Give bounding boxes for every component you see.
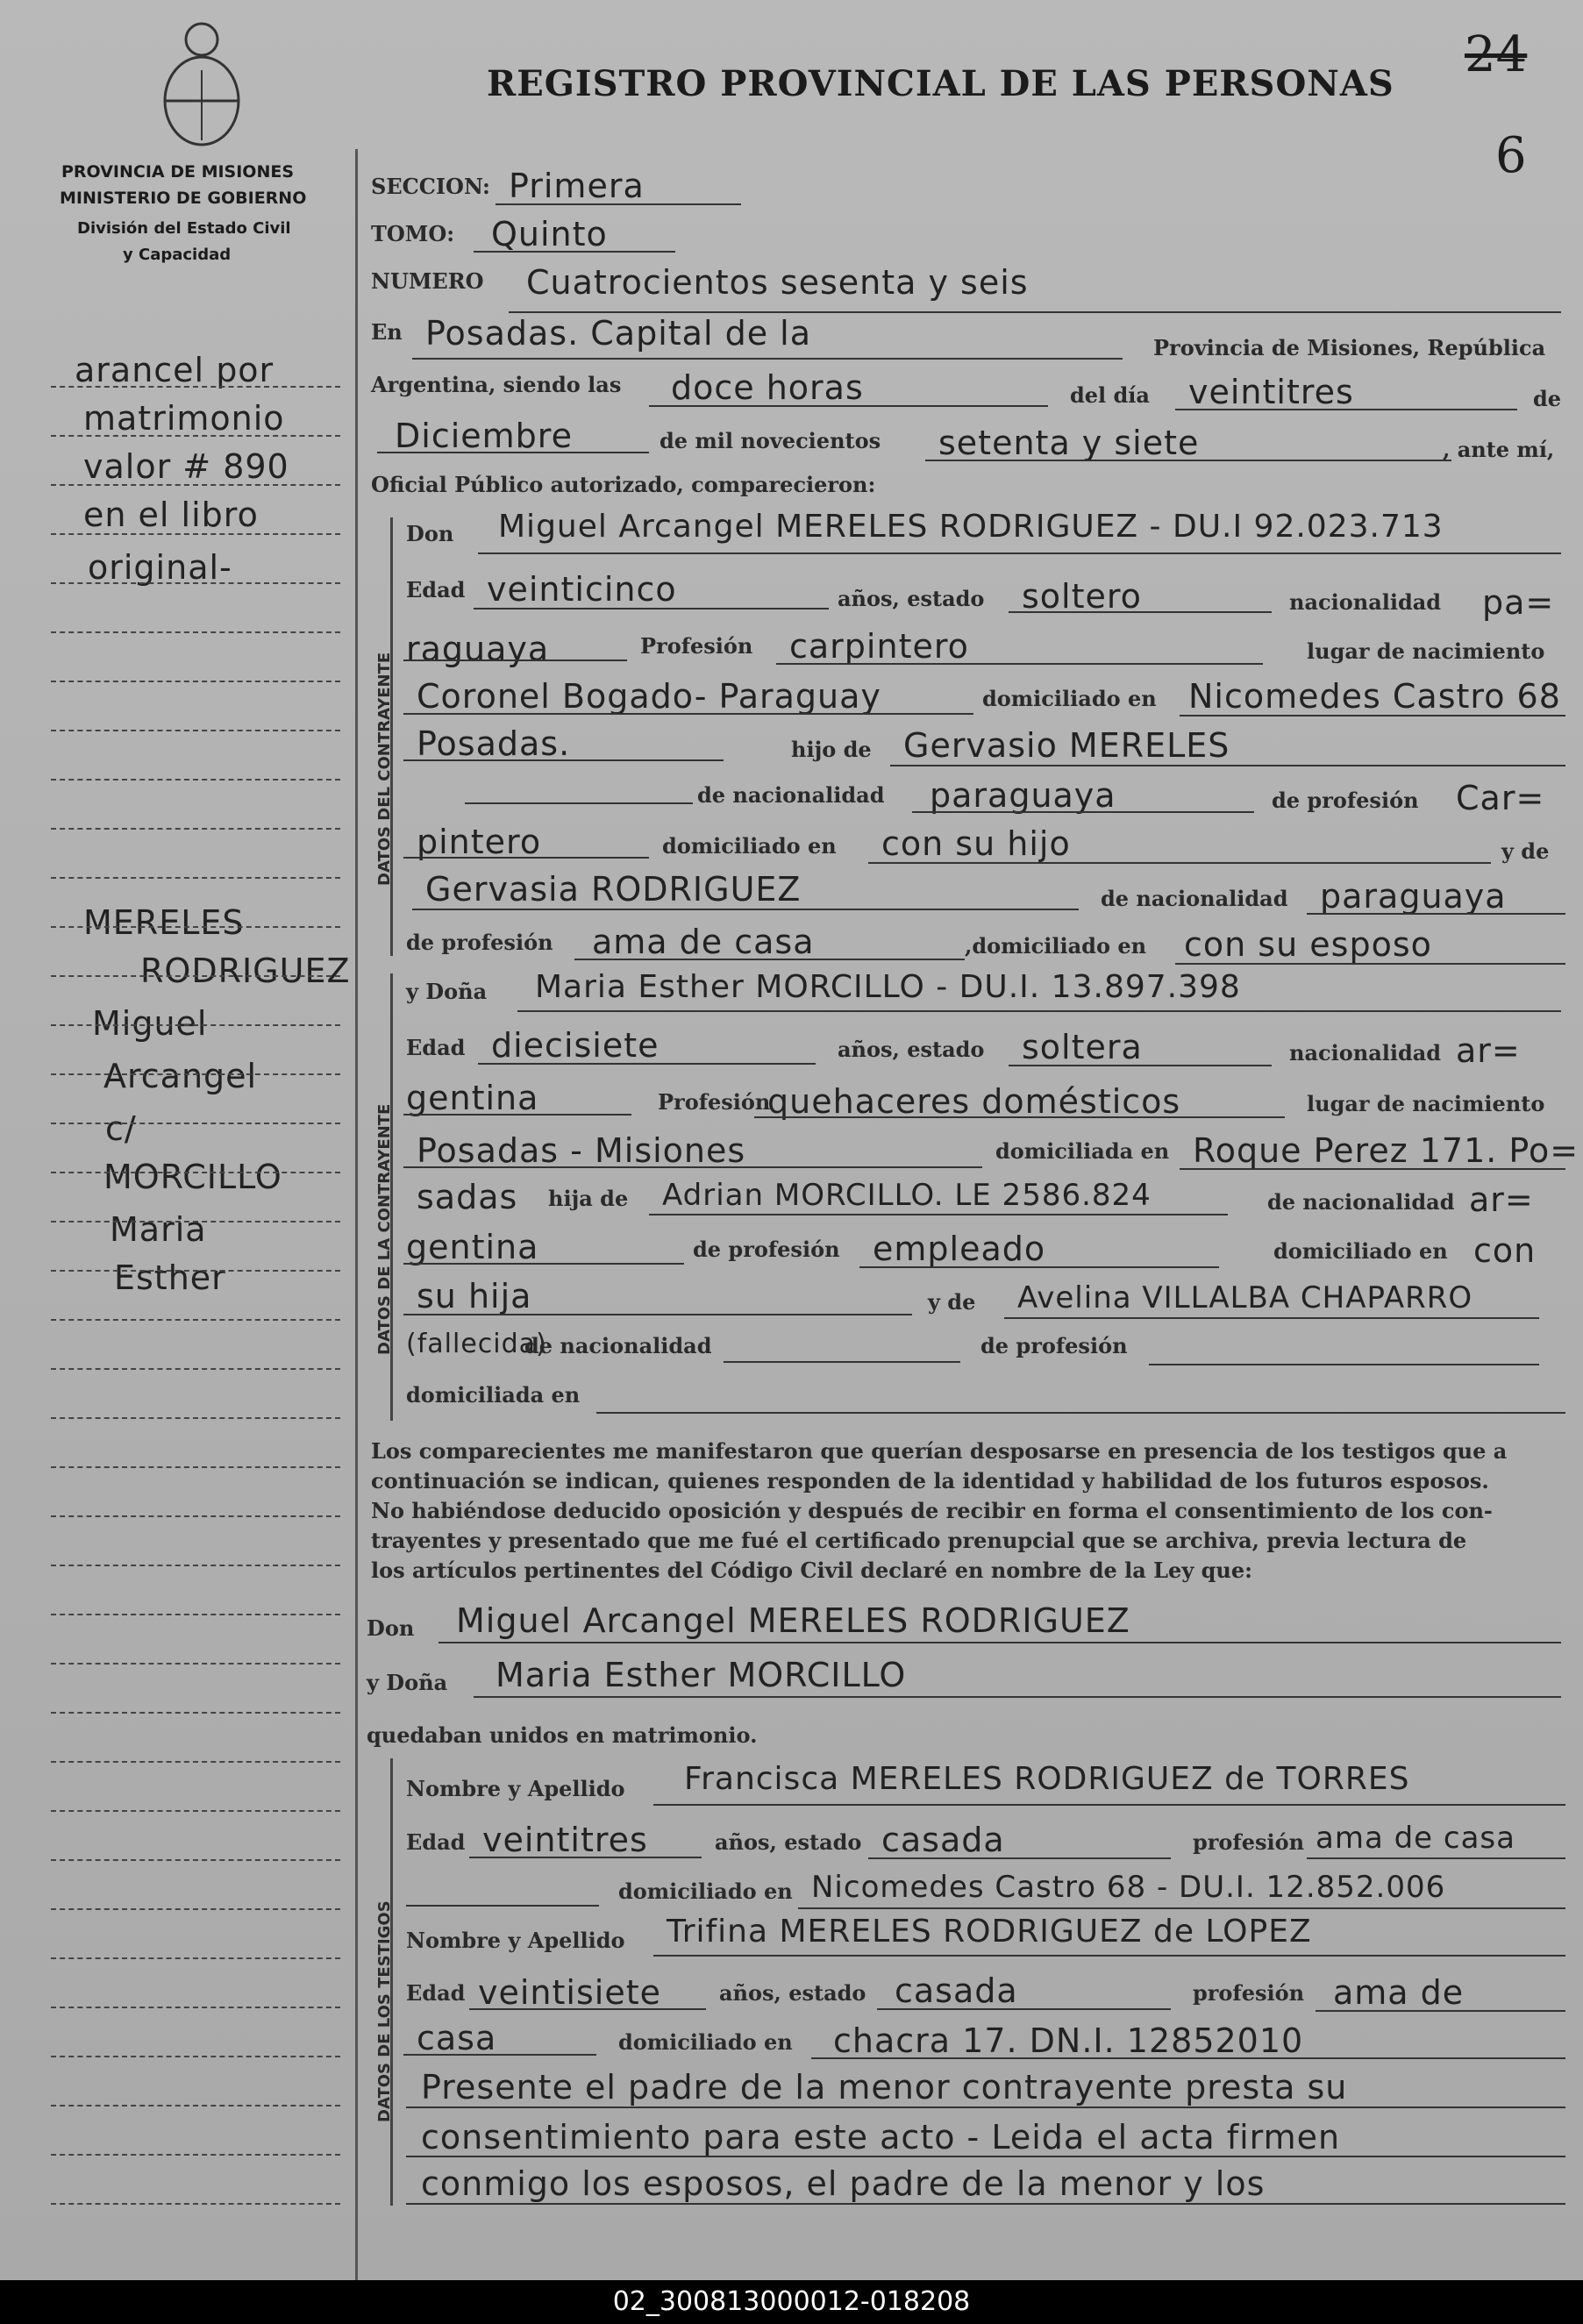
line bbox=[403, 1263, 684, 1265]
numero-label: NUMERO bbox=[371, 268, 484, 294]
line bbox=[403, 1114, 631, 1116]
declaration-line: No habiéndose deducido oposición y después de recibir en forma el consentimiento de los con- bbox=[371, 1498, 1493, 1523]
anios-estado-label: años, estado bbox=[838, 1037, 985, 1062]
line bbox=[596, 1412, 1565, 1414]
numero-line bbox=[509, 311, 1561, 313]
margin-rule bbox=[51, 1712, 340, 1714]
folio-struck: 24 bbox=[1465, 26, 1528, 83]
line bbox=[1307, 913, 1565, 915]
tomo-label: TOMO: bbox=[371, 221, 455, 246]
line bbox=[649, 1214, 1228, 1215]
padre-nacionalidad-2: gentina bbox=[406, 1228, 539, 1266]
padre-domicilio: con su hijo bbox=[881, 824, 1071, 863]
profesion-label: profesión bbox=[1193, 1980, 1305, 2006]
margin-rule bbox=[51, 1221, 340, 1223]
margin-note-line: valor # 890 bbox=[83, 447, 289, 486]
margin-rule bbox=[51, 1123, 340, 1124]
margin-note-line: MORCILLO bbox=[103, 1158, 282, 1196]
lugar-nac-value: Coronel Bogado- Paraguay bbox=[417, 677, 881, 716]
padre-name: Adrian MORCILLO. LE 2586.824 bbox=[662, 1178, 1152, 1213]
anios-estado-label: años, estado bbox=[838, 586, 985, 611]
nombre-apellido-label: Nombre y Apellido bbox=[406, 1928, 625, 1953]
seccion-line bbox=[496, 203, 741, 205]
ante-mi-label: , ante mí, bbox=[1443, 437, 1555, 462]
de-mil-label: de mil novecientos bbox=[660, 428, 881, 453]
margin-rule bbox=[51, 779, 340, 781]
provincia-text: Provincia de Misiones, República bbox=[1153, 335, 1546, 360]
margin-rule bbox=[51, 1859, 340, 1861]
line bbox=[469, 1857, 702, 1858]
declaration-line: continuación se indican, quienes responden de la identidad y habilidad de los futuros esposos. bbox=[371, 1468, 1489, 1493]
line bbox=[868, 1857, 1171, 1859]
testigo1-edad: veintitres bbox=[482, 1821, 648, 1859]
en-label: En bbox=[371, 319, 403, 345]
line bbox=[776, 663, 1263, 665]
margin-note-line: MERELES bbox=[83, 903, 245, 942]
estado-value: soltera bbox=[1022, 1028, 1143, 1066]
margin-rule bbox=[51, 2007, 340, 2008]
line bbox=[1175, 963, 1565, 965]
margin-rule bbox=[51, 1368, 340, 1370]
margin-note-line: c/ bbox=[105, 1109, 137, 1148]
numero-value: Cuatrocientos sesenta y seis bbox=[526, 263, 1029, 302]
margin-rule bbox=[51, 631, 340, 633]
margin-rule bbox=[51, 1172, 340, 1173]
padre-nacionalidad: paraguaya bbox=[930, 776, 1116, 815]
madre-domicilio: con su esposo bbox=[1184, 925, 1432, 964]
anios-estado-label: años, estado bbox=[715, 1829, 862, 1855]
dia-value: veintitres bbox=[1188, 373, 1354, 411]
side-label-testigos: DATOS DE LOS TESTIGOS bbox=[375, 1900, 394, 2122]
padre-domicilio-label: domiciliado en bbox=[1273, 1238, 1448, 1264]
line bbox=[465, 802, 693, 804]
line bbox=[890, 765, 1565, 766]
profesion-value: carpintero bbox=[789, 627, 969, 666]
don-label: Don bbox=[367, 1615, 415, 1641]
consent-note-line: Presente el padre de la menor contrayente presta su bbox=[421, 2068, 1348, 2107]
testigo2-estado: casada bbox=[895, 1971, 1018, 2010]
profesion-value: quehaceres domésticos bbox=[767, 1082, 1181, 1121]
del-dia-label: del día bbox=[1070, 382, 1150, 408]
line bbox=[912, 811, 1254, 813]
margin-rule bbox=[51, 1466, 340, 1468]
line bbox=[859, 1266, 1219, 1268]
side-label-contrayente: DATOS DEL CONTRAYENTE bbox=[375, 652, 394, 886]
line bbox=[517, 1010, 1561, 1012]
edad-label: Edad bbox=[406, 1980, 466, 2006]
column-divider bbox=[355, 149, 358, 2280]
margin-rule bbox=[51, 1761, 340, 1763]
line bbox=[653, 1955, 1565, 1957]
anio-line bbox=[925, 460, 1451, 461]
nacionalidad-value-2: gentina bbox=[406, 1079, 539, 1117]
margin-rule bbox=[51, 2056, 340, 2057]
margin-note-line: Miguel bbox=[92, 1004, 208, 1043]
margin-rule bbox=[51, 681, 340, 682]
line bbox=[474, 608, 829, 610]
nombre-apellido-label: Nombre y Apellido bbox=[406, 1776, 625, 1801]
line bbox=[798, 1907, 1565, 1909]
side-label-contrayente-f: DATOS DE LA CONTRAYENTE bbox=[375, 1103, 394, 1355]
margin-rule bbox=[51, 2154, 340, 2156]
line bbox=[754, 1116, 1285, 1118]
line bbox=[403, 759, 724, 761]
hijo-de-label: hijo de bbox=[791, 737, 872, 762]
line bbox=[1149, 1364, 1539, 1365]
contrayente-f-name: Maria Esther MORCILLO - DU.I. 13.897.398 bbox=[535, 969, 1241, 1005]
line bbox=[724, 1361, 960, 1363]
consent-note-line: consentimiento para este acto - Leida el acta firmen bbox=[421, 2118, 1341, 2156]
lugar-nac-value: Posadas - Misiones bbox=[417, 1131, 746, 1170]
declared-bride: Maria Esther MORCILLO bbox=[496, 1656, 907, 1694]
margin-rule bbox=[51, 926, 340, 928]
oficial-text: Oficial Público autorizado, comparecieron: bbox=[371, 472, 876, 497]
folio-number: 6 bbox=[1495, 127, 1527, 184]
domicilio-value: Roque Perez 171. Po= bbox=[1193, 1131, 1579, 1170]
lugar-nac-label: lugar de nacimiento bbox=[1307, 638, 1545, 664]
nacionalidad-label: nacionalidad bbox=[1289, 1040, 1442, 1066]
don-label: Don bbox=[406, 521, 454, 546]
margin-rule bbox=[51, 2105, 340, 2107]
line bbox=[811, 2057, 1565, 2059]
seccion-value: Primera bbox=[509, 167, 645, 205]
mes-value: Diciembre bbox=[395, 417, 573, 455]
line bbox=[1307, 1857, 1565, 1859]
madre-name: Avelina VILLALBA CHAPARRO bbox=[1017, 1280, 1473, 1315]
hora-line bbox=[649, 405, 1048, 407]
testigo1-name: Francisca MERELES RODRIGUEZ de TORRES bbox=[684, 1761, 1410, 1797]
nacionalidad-value-2: raguaya bbox=[406, 630, 550, 668]
testigo1-domicilio: Nicomedes Castro 68 - DU.I. 12.852.006 bbox=[811, 1870, 1446, 1905]
line bbox=[403, 1314, 912, 1315]
profesion-label: Profesión bbox=[640, 633, 753, 659]
line bbox=[1009, 611, 1272, 613]
nacionalidad-label: nacionalidad bbox=[1289, 589, 1442, 615]
margin-rule bbox=[51, 730, 340, 731]
margin-rule bbox=[51, 1515, 340, 1517]
padre-domicilio: con bbox=[1473, 1231, 1537, 1270]
margin-rule bbox=[51, 1270, 340, 1272]
dona-label: y Doña bbox=[367, 1670, 448, 1695]
padre-nacionalidad-label: de nacionalidad bbox=[1267, 1189, 1455, 1215]
madre-domicilio-label: domiciliada en bbox=[406, 1382, 581, 1408]
padre-profesion-2: pintero bbox=[417, 823, 542, 861]
line bbox=[403, 659, 627, 661]
domicilio-label: domiciliado en bbox=[618, 1878, 793, 1904]
testigo2-edad: veintisiete bbox=[478, 1973, 661, 2012]
line bbox=[868, 862, 1491, 864]
line bbox=[403, 713, 973, 715]
margin-rule bbox=[51, 1957, 340, 1959]
margin-note-line: matrimonio bbox=[83, 399, 285, 438]
madre-estado: (fallecida) bbox=[406, 1329, 547, 1359]
line bbox=[406, 2156, 1565, 2157]
line bbox=[1009, 1065, 1272, 1066]
estado-value: soltero bbox=[1022, 577, 1142, 616]
testigo2-profesion-2: casa bbox=[417, 2019, 497, 2057]
margin-rule bbox=[51, 1565, 340, 1566]
padre-name: Gervasio MERELES bbox=[903, 726, 1230, 765]
tomo-line bbox=[474, 251, 675, 253]
edad-label: Edad bbox=[406, 1035, 466, 1060]
margin-rule bbox=[51, 1319, 340, 1321]
margin-rule bbox=[51, 1908, 340, 1910]
domicilio-label: domiciliada en bbox=[995, 1138, 1170, 1164]
line bbox=[403, 857, 649, 859]
margin-note-line: original- bbox=[88, 548, 232, 587]
padre-nacionalidad: ar= bbox=[1469, 1180, 1534, 1219]
padre-profesion-label: de profesión bbox=[1272, 788, 1419, 813]
line bbox=[653, 1804, 1565, 1806]
padre-domicilio-label: domiciliado en bbox=[662, 833, 837, 859]
line bbox=[406, 1905, 599, 1907]
anio-value: setenta y siete bbox=[938, 424, 1200, 462]
testigo2-profesion: ama de bbox=[1333, 1973, 1465, 2012]
madre-profesion-label: de profesión bbox=[406, 930, 553, 955]
lugar-nac-label: lugar de nacimiento bbox=[1307, 1091, 1545, 1116]
margin-rule bbox=[51, 582, 340, 584]
margin-rule bbox=[51, 2203, 340, 2205]
division-name-2: y Capacidad bbox=[123, 246, 232, 264]
y-de-label: y de bbox=[928, 1289, 976, 1315]
line bbox=[478, 552, 1561, 554]
line bbox=[406, 2203, 1565, 2205]
lugar-line bbox=[412, 358, 1123, 360]
tomo-value: Quinto bbox=[491, 215, 608, 253]
margin-rule bbox=[51, 435, 340, 437]
margin-note-line: RODRIGUEZ bbox=[140, 952, 351, 990]
hora-value: doce horas bbox=[671, 368, 864, 407]
madre-nacionalidad: paraguaya bbox=[1320, 877, 1507, 916]
margin-rule bbox=[51, 484, 340, 486]
testigo2-name: Trifina MERELES RODRIGUEZ de LOPEZ bbox=[667, 1914, 1312, 1950]
line bbox=[439, 1642, 1561, 1643]
line bbox=[1004, 1317, 1539, 1319]
testigo2-domicilio: chacra 17. DN.I. 12852010 bbox=[833, 2021, 1304, 2060]
seccion-label: SECCION: bbox=[371, 174, 490, 199]
profesion-label: Profesión bbox=[658, 1089, 771, 1115]
margin-rule bbox=[51, 1417, 340, 1419]
padre-profesion: empleado bbox=[873, 1230, 1046, 1268]
margin-rule bbox=[51, 1024, 340, 1026]
line bbox=[574, 959, 965, 960]
testigo1-estado: casada bbox=[881, 1821, 1005, 1859]
line bbox=[877, 2008, 1171, 2010]
edad-value: veinticinco bbox=[487, 570, 677, 609]
nacionalidad-value: pa= bbox=[1482, 583, 1555, 622]
dia-line bbox=[1175, 409, 1517, 410]
line bbox=[474, 1696, 1561, 1698]
line bbox=[478, 1063, 816, 1065]
line bbox=[412, 909, 1079, 910]
margin-rule bbox=[51, 975, 340, 977]
madre-nacionalidad-label: de nacionalidad bbox=[1101, 886, 1288, 911]
line bbox=[469, 2008, 706, 2010]
line bbox=[406, 2107, 1565, 2108]
padre-profesion-label: de profesión bbox=[693, 1237, 840, 1262]
line bbox=[403, 1166, 982, 1168]
margin-rule bbox=[51, 1614, 340, 1615]
ministry-name: MINISTERIO DE GOBIERNO bbox=[60, 189, 307, 208]
y-de-label: y de bbox=[1501, 838, 1550, 864]
margin-note-line: en el libro bbox=[83, 495, 259, 534]
mes-line bbox=[377, 452, 649, 453]
line bbox=[1180, 1168, 1565, 1170]
province-name: PROVINCIA DE MISIONES bbox=[61, 162, 295, 182]
domicilio-value-2: sadas bbox=[417, 1178, 518, 1216]
declaration-line: los artículos pertinentes del Código Civil declaré en nombre de la Ley que: bbox=[371, 1558, 1252, 1583]
margin-rule bbox=[51, 386, 340, 388]
margin-rule bbox=[51, 1810, 340, 1812]
madre-profesion: ama de casa bbox=[592, 923, 815, 961]
quedaban-text: quedaban unidos en matrimonio. bbox=[367, 1722, 758, 1748]
line bbox=[1316, 2010, 1565, 2012]
line bbox=[1180, 715, 1565, 716]
padre-nacionalidad-label: de nacionalidad bbox=[697, 782, 885, 808]
anios-estado-label: años, estado bbox=[719, 1980, 866, 2006]
contrayente-name: Miguel Arcangel MERELES RODRIGUEZ - DU.I 92.023.713 bbox=[498, 509, 1444, 545]
domicilio-value: Nicomedes Castro 68 bbox=[1188, 677, 1561, 716]
domicilio-label: domiciliado en bbox=[618, 2029, 793, 2055]
edad-value: diecisiete bbox=[491, 1026, 660, 1065]
domicilio-label: domiciliado en bbox=[982, 686, 1157, 711]
margin-rule bbox=[51, 1663, 340, 1665]
edad-label: Edad bbox=[406, 1829, 466, 1855]
margin-note-line: Maria bbox=[110, 1210, 207, 1249]
margin-rule bbox=[51, 1073, 340, 1075]
madre-profesion-label: de profesión bbox=[980, 1333, 1128, 1358]
padre-profesion: Car= bbox=[1456, 779, 1545, 817]
nacionalidad-value: ar= bbox=[1456, 1031, 1521, 1070]
madre-nacionalidad-label: de nacionalidad bbox=[524, 1333, 712, 1358]
edad-label: Edad bbox=[406, 577, 466, 602]
de-label: de bbox=[1533, 386, 1562, 411]
margin-rule bbox=[51, 877, 340, 879]
declaration-line: Los comparecientes me manifestaron que querían desposarse en presencia de los testigos que a bbox=[371, 1438, 1508, 1464]
registry-title: REGISTRO PROVINCIAL DE LAS PERSONAS bbox=[487, 63, 1394, 104]
declaration-line: trayentes y presentado que me fué el certificado prenupcial que se archiva, previa lectura de bbox=[371, 1528, 1467, 1553]
padre-domicilio-2: su hija bbox=[417, 1277, 532, 1315]
testigo1-profesion: ama de casa bbox=[1316, 1821, 1515, 1856]
lugar-value: Posadas. Capital de la bbox=[425, 314, 811, 353]
madre-name: Gervasia RODRIGUEZ bbox=[425, 870, 802, 909]
margin-note-line: Esther bbox=[114, 1258, 226, 1297]
declared-groom: Miguel Arcangel MERELES RODRIGUEZ bbox=[456, 1601, 1130, 1640]
profesion-label: profesión bbox=[1193, 1829, 1305, 1855]
margin-note-line: Arcangel bbox=[103, 1057, 258, 1095]
margin-note-line: arancel por bbox=[75, 351, 275, 389]
margin-rule bbox=[51, 533, 340, 535]
line bbox=[403, 2054, 596, 2056]
madre-domicilio-label: ,domiciliado en bbox=[965, 933, 1147, 959]
dona-label: y Doña bbox=[406, 979, 488, 1004]
argentina-text: Argentina, siendo las bbox=[371, 372, 622, 397]
domicilio-value-2: Posadas. bbox=[417, 724, 571, 763]
hija-de-label: hija de bbox=[548, 1186, 629, 1211]
coat-of-arms-emblem bbox=[149, 18, 254, 149]
consent-note-line: conmigo los esposos, el padre de la menor y los bbox=[421, 2164, 1266, 2203]
scan-identifier: 02_300813000012-018208 bbox=[0, 2280, 1583, 2324]
division-name: División del Estado Civil bbox=[77, 219, 291, 238]
margin-rule bbox=[51, 828, 340, 830]
